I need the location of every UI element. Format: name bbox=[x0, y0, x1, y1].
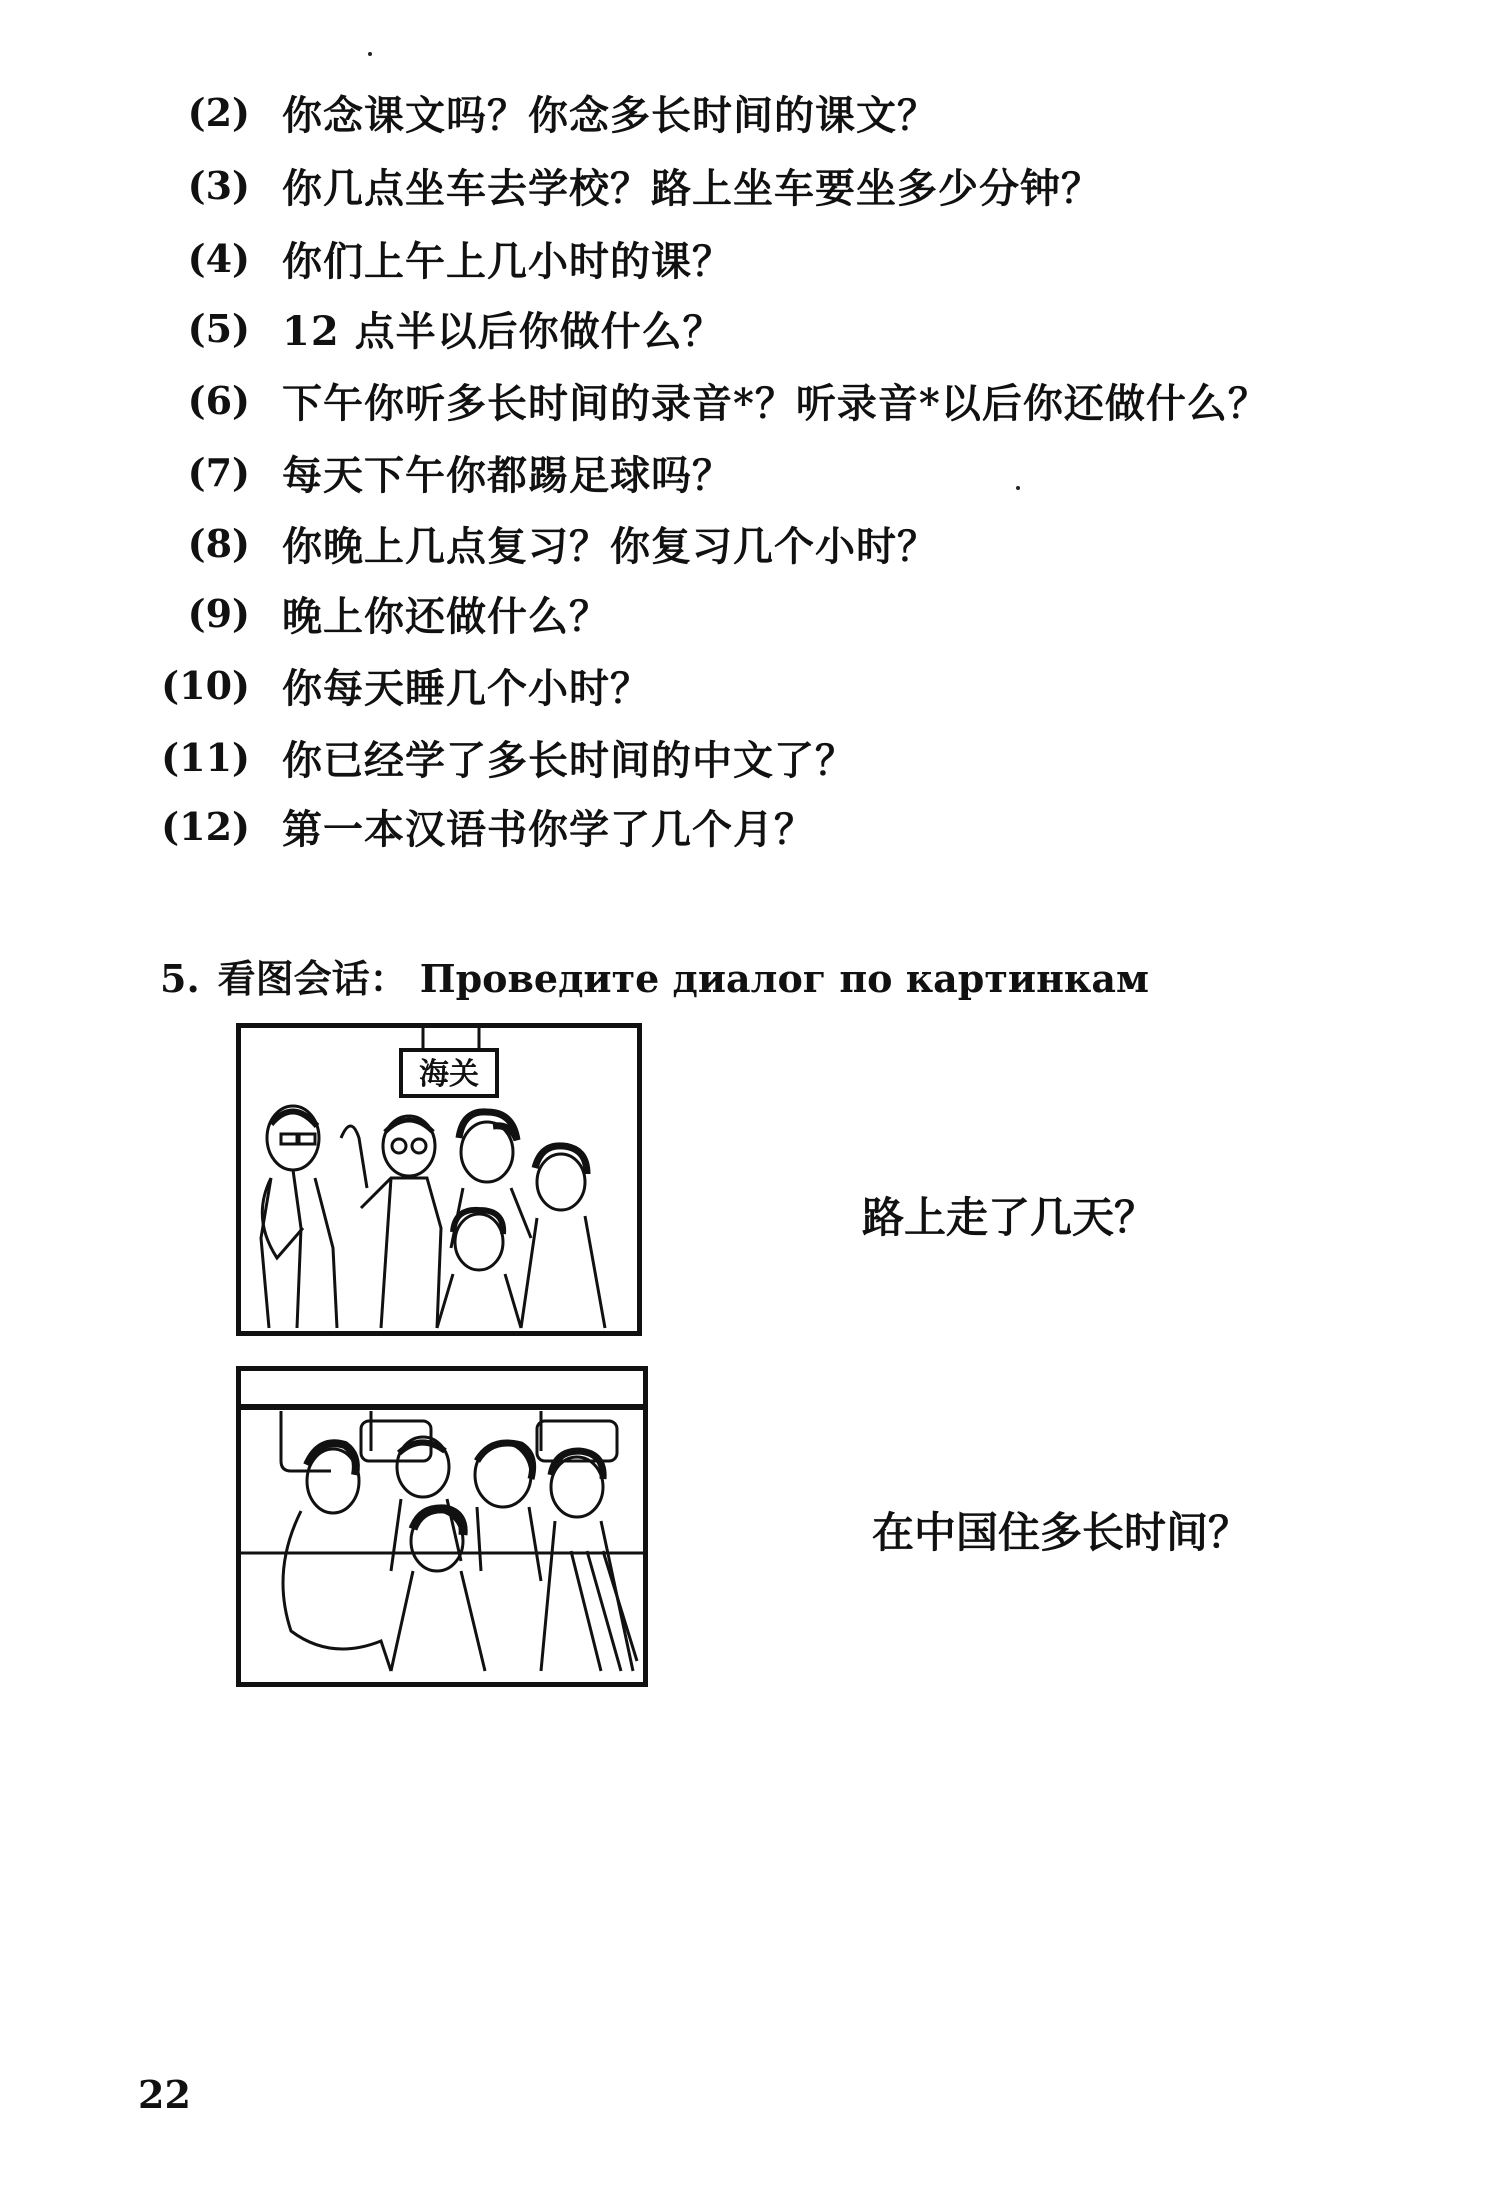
question-number: (9) bbox=[187, 590, 250, 636]
section-heading bbox=[160, 948, 1149, 1003]
question-text: 下午你听多长时间的录音*？听录音*以后你还做什么？ bbox=[282, 379, 1269, 427]
question-number: (5) bbox=[187, 305, 250, 351]
question-number: (12) bbox=[161, 803, 250, 849]
question-text: 你已经学了多长时间的中文了？ bbox=[282, 736, 856, 784]
question-number: (4) bbox=[187, 235, 250, 281]
picture-customs bbox=[236, 1023, 642, 1336]
question-text: 12 点半以后你做什么？ bbox=[282, 307, 724, 355]
section-title-chinese: 看图会话： bbox=[217, 956, 408, 1001]
section-title-russian: Проведите диалог по картинкам bbox=[419, 956, 1149, 1001]
picture-1-caption: 路上走了几天？ bbox=[862, 1193, 1157, 1242]
question-number: (8) bbox=[187, 520, 250, 566]
picture-bus bbox=[236, 1366, 648, 1687]
question-number: (6) bbox=[187, 377, 250, 423]
customs-scene-drawing bbox=[241, 1028, 637, 1331]
customs-sign-text: 海关 bbox=[419, 1057, 479, 1092]
question-text: 第一本汉语书你学了几个月？ bbox=[282, 805, 815, 853]
question-text: 你们上午上几小时的课？ bbox=[282, 237, 733, 285]
question-number: (11) bbox=[161, 734, 250, 780]
question-text: 每天下午你都踢足球吗？ bbox=[282, 451, 733, 499]
question-number: (10) bbox=[161, 662, 250, 708]
question-text: 你念课文吗？你念多长时间的课文？ bbox=[282, 91, 938, 139]
question-number: (3) bbox=[187, 162, 250, 208]
question-text: 你晚上几点复习？你复习几个小时？ bbox=[282, 522, 938, 570]
question-text: 你每天睡几个小时？ bbox=[282, 664, 651, 712]
question-text: 你几点坐车去学校？路上坐车要坐多少分钟？ bbox=[282, 164, 1102, 212]
print-speck bbox=[368, 52, 372, 56]
page-number: 22 bbox=[138, 2072, 191, 2117]
print-speck bbox=[1016, 486, 1020, 490]
picture-2-caption: 在中国住多长时间？ bbox=[872, 1508, 1251, 1557]
question-text: 晚上你还做什么？ bbox=[282, 592, 610, 640]
section-number: 5. bbox=[160, 956, 200, 1001]
question-number: (2) bbox=[187, 89, 250, 135]
question-number: (7) bbox=[187, 449, 250, 495]
bus-scene-drawing bbox=[241, 1371, 643, 1682]
